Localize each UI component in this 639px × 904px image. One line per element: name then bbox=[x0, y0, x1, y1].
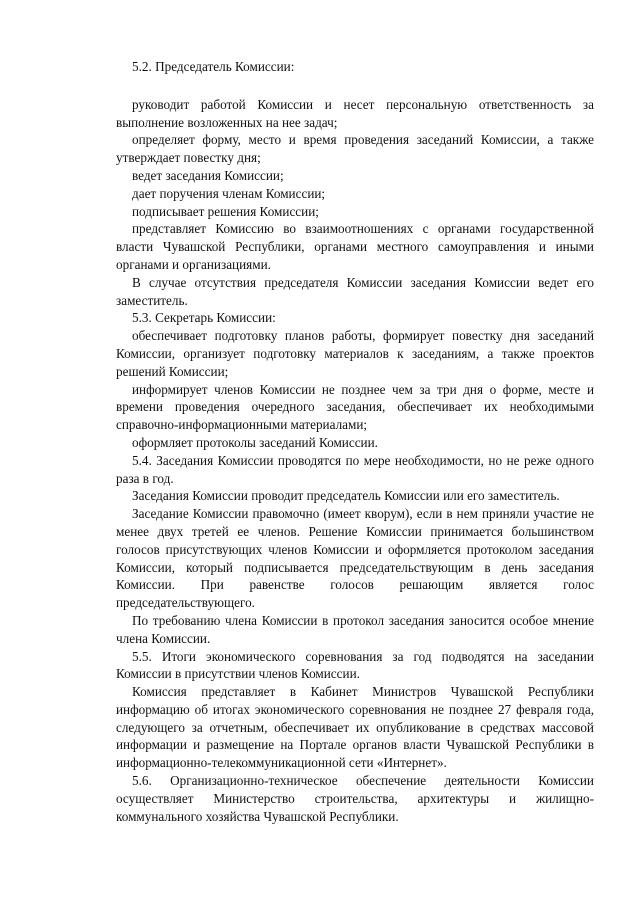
paragraph: дает поручения членам Комиссии; bbox=[132, 185, 326, 201]
paragraph: информирует членов Комиссии не позднее чем за три дня о форме, месте и времени проведения очередного заседания, обеспечивает их необходимыми справочно-информационными материалами; bbox=[116, 381, 594, 433]
paragraph: Заседания Комиссии проводит председатель Комиссии или его заместитель. bbox=[132, 488, 560, 504]
paragraph: подписывает решения Комиссии; bbox=[132, 203, 319, 219]
section-5-3-heading: 5.3. Секретарь Комиссии: bbox=[132, 310, 276, 326]
paragraph: ведет заседания Комиссии; bbox=[132, 167, 284, 183]
paragraph: оформляет протоколы заседаний Комиссии. bbox=[132, 434, 378, 450]
paragraph: определяет форму, место и время проведения заседаний Комиссии, а также утверждает повестку дня; bbox=[116, 132, 594, 166]
paragraph: Комиссия представляет в Кабинет Министров Чувашской Республики информацию об итогах экономического соревнования не позднее 27 февраля года, следующего за отчетным, обеспечивает их опубликование в средствах массовой информации и размещение на Портале органов власти Чувашской Республики в информационно-телекоммуникационной сети «Интернет». bbox=[116, 684, 594, 771]
document-body bbox=[116, 58, 594, 825]
paragraph: В случае отсутствия председателя Комиссии заседания Комиссии ведет его заместитель. bbox=[116, 274, 594, 308]
spacer bbox=[116, 76, 594, 96]
section-5-4-paragraph: 5.4. Заседания Комиссии проводятся по мере необходимости, но не реже одного раза в год. bbox=[116, 452, 594, 486]
paragraph: По требованию члена Комиссии в протокол заседания заносится особое мнение члена Комиссии. bbox=[116, 612, 594, 646]
section-5-5-paragraph: 5.5. Итоги экономического соревнования за год подводятся на заседании Комиссии в присутствии членов Комиссии. bbox=[116, 648, 594, 682]
paragraph: Заседание Комиссии правомочно (имеет кворум), если в нем приняли участие не менее двух третей ее членов. Решение Комиссии принимается большинством голосов присутствующих членов Комиссии и оформляется протоколом заседания Комиссии, который подписывается председательствующим в день заседания Комиссии. При равенстве голосов решающим является голос председательствующего. bbox=[116, 506, 594, 611]
paragraph: представляет Комиссию во взаимоотношениях с органами государственной власти Чувашской Республики, органами местного самоуправления и иными органами и организациями. bbox=[116, 221, 594, 272]
section-5-2-heading: 5.2. Председатель Комиссии: bbox=[132, 59, 295, 74]
paragraph: обеспечивает подготовку планов работы, формирует повестку дня заседаний Комиссии, организует подготовку материалов к заседаниям, а также проектов решений Комиссии; bbox=[116, 328, 594, 379]
paragraph: руководит работой Комиссии и несет персональную ответственность за выполнение возложенных на нее задач; bbox=[116, 96, 594, 130]
section-5-6-paragraph: 5.6. Организационно-техническое обеспечение деятельности Комиссии осуществляет Министерство строительства, архитектуры и жилищно-коммунального хозяйства Чувашской Республики. bbox=[116, 773, 594, 824]
